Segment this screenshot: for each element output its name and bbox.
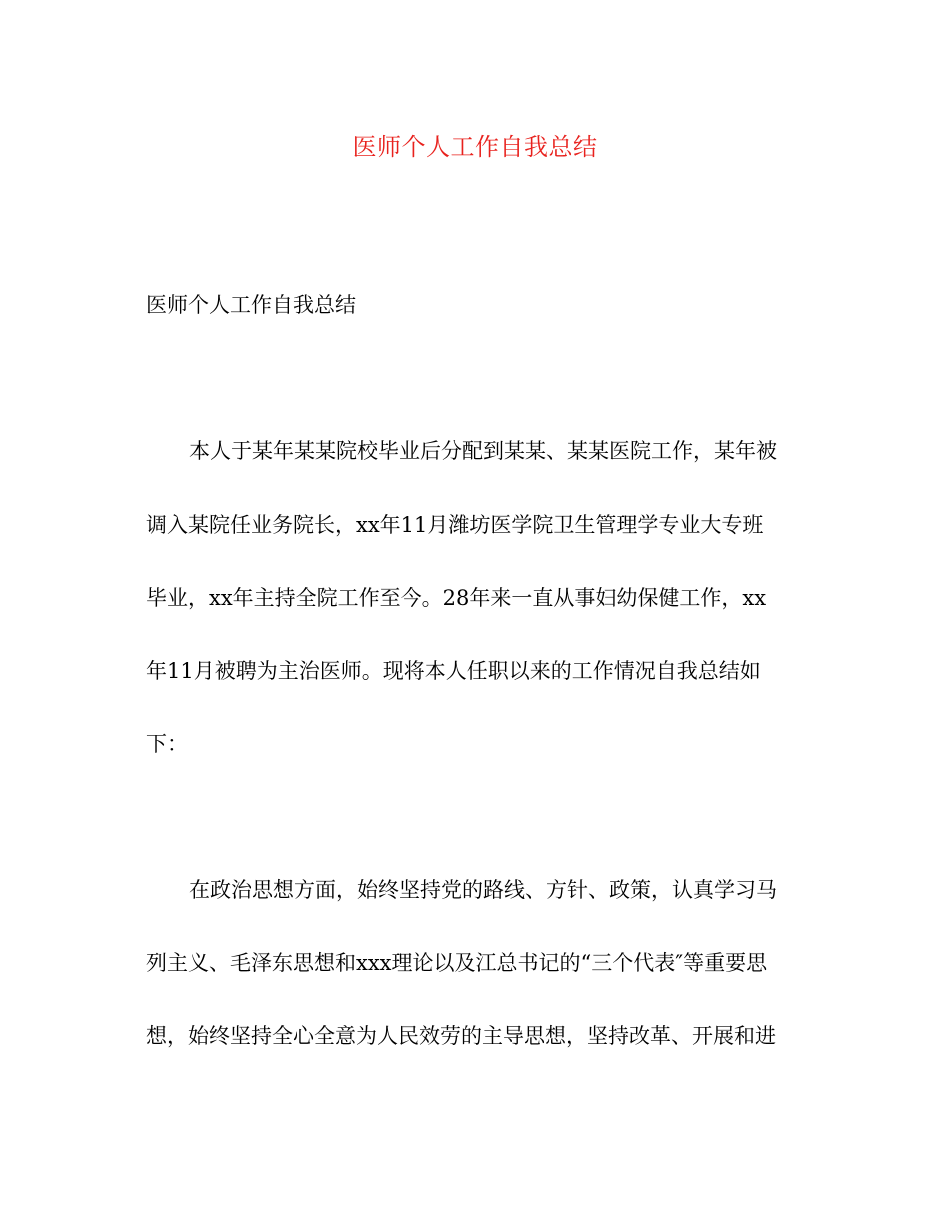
paragraph-line: 调入某院任业务院长，xx年11月潍坊医学院卫生管理学专业大专班 [146,513,764,537]
paragraph-line: 想，始终坚持全心全意为人民效劳的主导思想，坚持改革、开展和进 [146,1024,776,1048]
document-subheading: 医师个人工作自我总结 [146,293,356,317]
document-title: 医师个人工作自我总结 [352,133,598,161]
paragraph-line: 在政治思想方面，始终坚持党的路线、方针、政策，认真学习马 [189,878,777,902]
paragraph-line: 本人于某年某某院校毕业后分配到某某、某某医院工作，某年被 [189,439,777,463]
paragraph-line: 年11月被聘为主治医师。现将本人任职以来的工作情况自我总结如 [146,659,761,683]
paragraph-line: 下： [146,732,188,756]
paragraph-line: 列主义、毛泽东思想和xxx理论以及江总书记的“三个代表″等重要思 [146,951,768,975]
paragraph-line: 毕业，xx年主持全院工作至今。28年来一直从事妇幼保健工作，xx [146,586,767,610]
